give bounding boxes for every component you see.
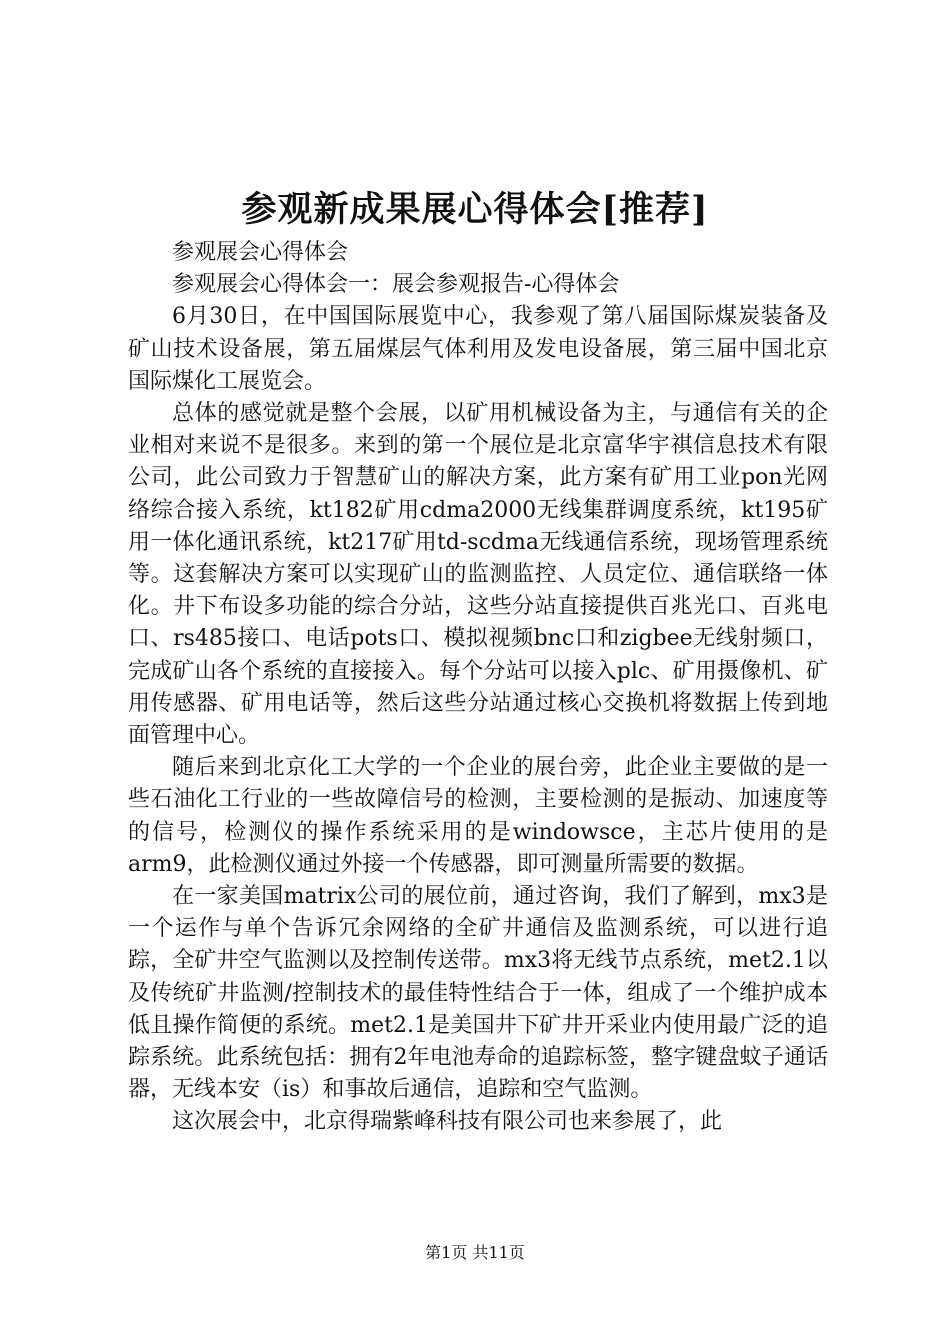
paragraph-section-heading: 参观展会心得体会一：展会参观报告-心得体会 [172, 272, 620, 298]
paragraph-matrix-booth: 在一家美国matrix公司的展位前，通过咨询，我们了解到，mx3是一个运作与单个告诉冗余网络的全矿井通信及监测系统，可以进行追踪，全矿井空气监测以及控制传送带。mx3将无线节点系统，met2.1以及传统矿井监测/控制技术的最佳特性结合于一体，组成了一个维护成本低且操作简便的系统。met2.1是美国井下矿井开采业内使用最广泛的追踪系统。此系统包括：拥有2年电池寿命的追踪标签，整字键盘蚊子通话器，无线本安（is）和事故后通信，追踪和空气监测。 [128, 884, 828, 1103]
document-title: 参观新成果展心得体会[推荐] [241, 189, 709, 230]
paragraph-first-booth: 总体的感觉就是整个会展，以矿用机械设备为主，与通信有关的企业相对来说不是很多。来到的第一个展位是北京富华宇祺信息技术有限公司，此公司致力于智慧矿山的解决方案，此方案有矿用工业pon光网络综合接入系统，kt182矿用cdma2000无线集群调度系统，kt195矿用一体化通讯系统，kt217矿用td-scdma无线通信系统，现场管理系统等。这套解决方案可以实现矿山的监测监控、人员定位、通信联络一体化。井下布设多功能的综合分站，这些分站直接提供百兆光口、百兆电口、rs485接口、电话pots口、模拟视频bnc口和zigbee无线射频口，完成矿山各个系统的直接接入。每个分站可以接入plc、矿用摄像机、矿用传感器、矿用电话等，然后这些分站通过核心交换机将数据上传到地面管理中心。 [128, 401, 828, 749]
paragraph-university-booth: 随后来到北京化工大学的一个企业的展台旁，此企业主要做的是一些石油化工行业的一些故障信号的检测，主要检测的是振动、加速度等的信号，检测仪的操作系统采用的是windowsce，主芯片使用的是arm9，此检测仪通过外接一个传感器，即可测量所需要的数据。 [128, 755, 828, 877]
paragraph-subtitle: 参观展会心得体会 [172, 240, 349, 265]
page-footer: 第1页 共11页 [425, 1243, 525, 1262]
document-body [128, 237, 828, 1139]
paragraph-continued: 这次展会中，北京得瑞紫峰科技有限公司也来参展了，此 [172, 1109, 723, 1135]
paragraph-intro: 6月30日，在中国国际展览中心，我参观了第八届国际煤炭装备及矿山技术设备展，第五届煤层气体利用及发电设备展，第三届中国北京国际煤化工展览会。 [128, 304, 828, 394]
